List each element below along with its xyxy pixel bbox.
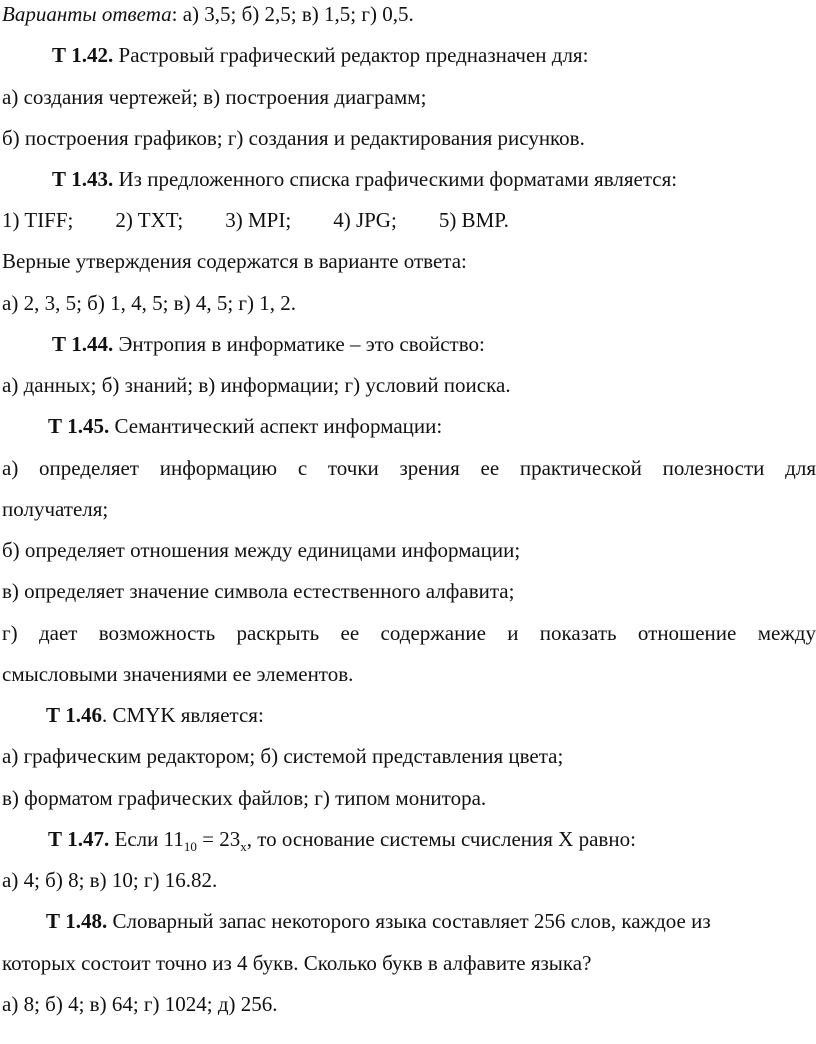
t142-answers-line-1: а) создания чертежей; в) построения диаграмм; xyxy=(2,85,427,109)
question-text-part-2: = 23 xyxy=(196,827,241,851)
t143-question xyxy=(52,167,677,191)
t143-answers-line: а) 2, 3, 5; б) 1, 4, 5; в) 4, 5; г) 1, 2. xyxy=(2,291,297,315)
t146-answers-line-2: в) форматом графических файлов; г) типом монитора. xyxy=(2,786,487,810)
question-text-part-1: Если 11 xyxy=(109,827,184,851)
t148-question-line-2: которых состоит точно из 4 букв. Сколько букв в алфавите языка? xyxy=(2,951,592,975)
option-5: 5) BMP. xyxy=(438,208,509,232)
question-text: . CMYK является: xyxy=(102,703,264,727)
answers-label: Варианты ответа xyxy=(2,2,172,26)
t147-answers-line: а) 4; б) 8; в) 10; г) 16.82. xyxy=(2,868,218,892)
t145-answer-d-line-1: г) дает возможность раскрыть ее содержание и показать отношение между xyxy=(2,621,816,645)
question-text: Из предложенного списка графическими форматами является: xyxy=(113,167,678,191)
t143-prompt: Верные утверждения содержатся в варианте ответа: xyxy=(2,249,467,273)
question-text: Словарный запас некоторого языка составляет 256 слов, каждое из xyxy=(107,909,711,933)
t142-answers-line-2: б) построения графиков; г) создания и редактирования рисунков. xyxy=(2,126,585,150)
t145-answer-c: в) определяет значение символа естественного алфавита; xyxy=(2,579,515,603)
question-number: Т 1.47. xyxy=(48,827,110,851)
question-number: Т 1.42. xyxy=(52,43,114,67)
option-2: 2) TXT; xyxy=(115,208,184,232)
t142-question xyxy=(52,43,588,67)
option-4: 4) JPG; xyxy=(333,208,397,232)
subscript-base-x: x xyxy=(240,839,247,855)
t146-answers-line-1: а) графическим редактором; б) системой представления цвета; xyxy=(2,744,564,768)
question-number: Т 1.43. xyxy=(52,167,114,191)
question-number: Т 1.46 xyxy=(46,703,103,727)
t144-answers-line: а) данных; б) знаний; в) информации; г) условий поиска. xyxy=(2,373,511,397)
answers-text: : а) 3,5; б) 2,5; в) 1,5; г) 0,5. xyxy=(171,2,414,26)
t144-question xyxy=(52,332,485,356)
option-1: 1) TIFF; xyxy=(2,208,74,232)
question-text: Семантический аспект информации: xyxy=(109,414,443,438)
t143-options-line xyxy=(2,208,509,232)
t145-answer-a-line-1: а) определяет информацию с точки зрения ее практической полезности для xyxy=(2,456,816,480)
t145-answer-b: б) определяет отношения между единицами информации; xyxy=(2,538,521,562)
t147-question xyxy=(48,827,636,855)
question-number: Т 1.48. xyxy=(46,909,108,933)
t148-answers-line: а) 8; б) 4; в) 64; г) 1024; д) 256. xyxy=(2,992,278,1016)
t141-answers-line xyxy=(2,2,414,26)
question-number: Т 1.44. xyxy=(52,332,114,356)
question-text: Энтропия в информатике – это свойство: xyxy=(113,332,485,356)
t145-question xyxy=(48,414,442,438)
question-text-part-3: , то основание системы счисления X равно: xyxy=(246,827,636,851)
t146-question xyxy=(46,703,264,727)
t148-question-line-1 xyxy=(46,909,711,933)
subscript-base-10: 10 xyxy=(183,839,197,855)
question-text: Растровый графический редактор предназначен для: xyxy=(113,43,589,67)
t145-answer-a-line-2: получателя; xyxy=(2,497,109,521)
option-3: 3) MPI; xyxy=(225,208,292,232)
question-number: Т 1.45. xyxy=(48,414,110,438)
t145-answer-d-line-2: смысловыми значениями ее элементов. xyxy=(2,662,354,686)
